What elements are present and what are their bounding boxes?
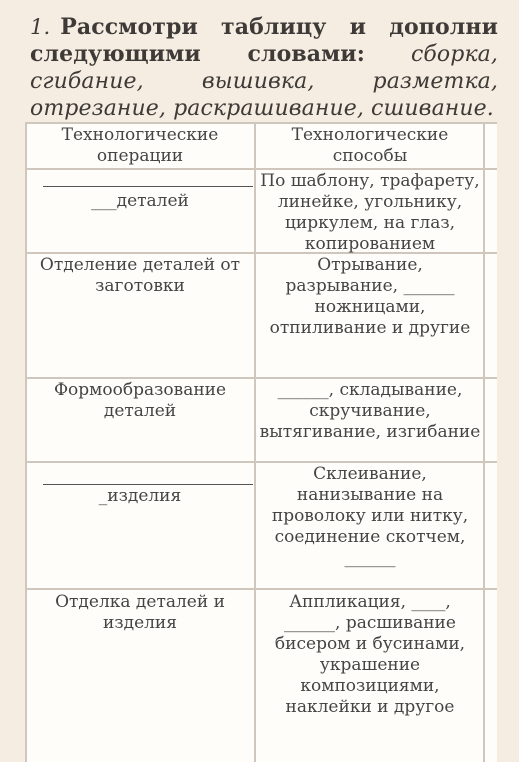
row1-operation: ___деталей [91, 191, 189, 211]
task-number: 1. [30, 15, 51, 39]
row1-methods: По шаблону, трафарету, линейке, угольнику, циркулем, на глаз, копированием [260, 171, 480, 254]
row5-operation: Отделка деталей и изделия [55, 592, 225, 633]
table-column-divider [254, 122, 256, 762]
answer-blank[interactable] [43, 484, 253, 485]
row2-methods: Отрывание, разрывание, ______ ножницами, отпиливание и другие [269, 255, 471, 338]
task-words: сборка, сгибание, вышивка, разметка, отрезание, раскрашивание, сшивание. [30, 42, 498, 121]
row4-methods: Склеивание, нанизывание на проволоку или нитку, соединение скотчем, ______ [271, 464, 469, 568]
task-text [30, 14, 498, 122]
row-divider [25, 588, 497, 590]
row-divider [25, 461, 497, 463]
technology-table [25, 122, 497, 762]
header-operations: Технологические операции [61, 125, 219, 166]
row5-methods: Аппликация, ____, ______, расшивание бисером и бусинами, украшение композициями, наклейки и другое [274, 592, 466, 717]
row-divider [25, 377, 497, 379]
table-border-left [25, 122, 27, 762]
table-border-top [25, 122, 497, 124]
row4-operation: _изделия [98, 486, 182, 506]
header-methods: Технологические способы [291, 125, 449, 166]
row-divider [25, 168, 497, 170]
row3-operation: Формообразование деталей [53, 380, 227, 421]
row3-methods: ______, складывание, скручивание, вытягивание, изгибание [259, 380, 481, 442]
answer-blank[interactable] [43, 186, 253, 187]
task-instruction: Рассмотри таблицу и дополни следующими словами: [30, 14, 498, 67]
row2-operation: Отделение деталей от заготовки [39, 255, 241, 296]
table-border-right [483, 122, 485, 762]
